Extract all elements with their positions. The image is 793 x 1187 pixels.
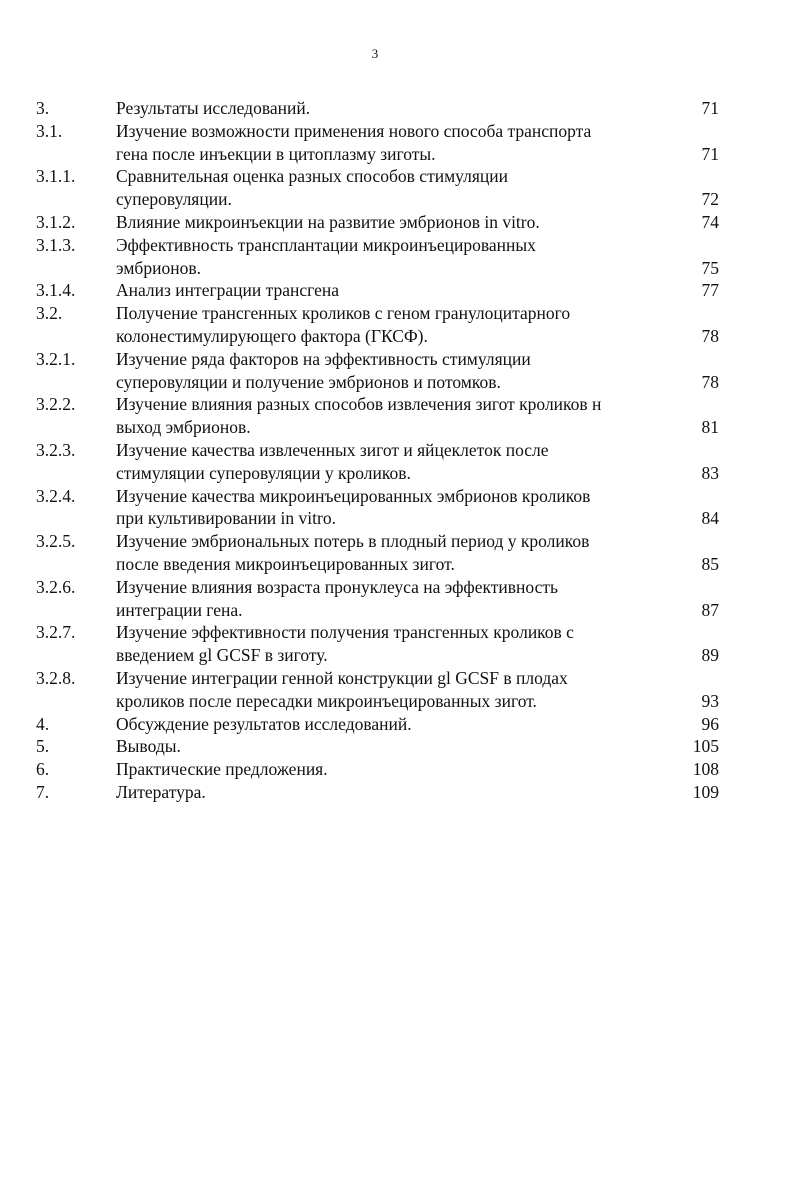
toc-entry-page: 93 bbox=[701, 690, 719, 711]
toc-entry-title bbox=[116, 393, 659, 439]
toc-entry-number: 3.2.2. bbox=[36, 394, 76, 415]
toc-entry-page: 96 bbox=[701, 713, 719, 734]
toc-entry-title bbox=[116, 667, 659, 713]
toc-entry-title bbox=[116, 302, 659, 348]
toc-entry-page: 81 bbox=[701, 417, 719, 438]
toc-entry-title bbox=[116, 621, 659, 667]
toc-entry-title-line: Изучение возможности применения нового способа транспорта bbox=[116, 120, 592, 141]
toc-entry-title-line: Получение трансгенных кроликов с геном гранулоцитарного bbox=[116, 303, 571, 324]
toc-entry-title bbox=[116, 234, 659, 280]
toc-entry-number: 7. bbox=[36, 781, 50, 802]
toc-entry-number: 3.2.5. bbox=[36, 531, 76, 552]
toc-entry-title-line: при культивировании in vitro. bbox=[116, 508, 336, 529]
toc-entry-title-line: Изучение интеграции генной конструкции gl GCSF в плодах bbox=[116, 667, 568, 688]
toc-entry-title-line: Изучение качества извлеченных зигот и яйцеклеток после bbox=[116, 439, 549, 460]
toc-entry-title-line: гена после инъекции в цитоплазму зиготы. bbox=[116, 143, 436, 164]
toc-entry bbox=[36, 211, 719, 234]
toc-entry-page: 71 bbox=[701, 143, 719, 164]
toc-entry bbox=[36, 97, 719, 120]
toc-entry-number: 3.1.2. bbox=[36, 211, 76, 232]
toc-entry-title bbox=[116, 758, 659, 781]
toc-entry-number: 3.2.8. bbox=[36, 667, 76, 688]
toc-entry-title bbox=[116, 576, 659, 622]
toc-entry-page: 105 bbox=[692, 736, 719, 757]
toc-entry-title bbox=[116, 165, 659, 211]
toc-entry-title bbox=[116, 781, 659, 804]
toc-entry-title-line: Анализ интеграции трансгена bbox=[116, 280, 339, 301]
toc-entry bbox=[36, 621, 719, 667]
toc-entry-title-line: Сравнительная оценка разных способов стимуляции bbox=[116, 166, 509, 187]
toc-entry-page: 74 bbox=[701, 211, 719, 232]
toc-entry-number: 5. bbox=[36, 736, 50, 757]
table-of-contents bbox=[36, 97, 719, 804]
toc-entry bbox=[36, 439, 719, 485]
toc-entry-title-line: Изучение эмбриональных потерь в плодный период у кроликов bbox=[116, 531, 590, 552]
toc-entry-title-line: Практические предложения. bbox=[116, 759, 328, 780]
toc-entry-number: 3.2.4. bbox=[36, 485, 76, 506]
toc-entry-title-line: Результаты исследований. bbox=[116, 98, 311, 118]
toc-entry bbox=[36, 120, 719, 166]
toc-entry bbox=[36, 713, 719, 736]
toc-entry-page: 72 bbox=[701, 189, 719, 210]
toc-entry-page: 77 bbox=[701, 280, 719, 301]
toc-entry-number: 3.2. bbox=[36, 303, 63, 324]
toc-entry bbox=[36, 302, 719, 348]
toc-entry-title bbox=[116, 530, 659, 576]
toc-entry-title bbox=[116, 485, 659, 531]
toc-entry-title bbox=[116, 735, 659, 758]
toc-entry bbox=[36, 781, 719, 804]
toc-entry-title-line: Литература. bbox=[116, 781, 206, 802]
toc-entry bbox=[36, 667, 719, 713]
toc-entry-page: 78 bbox=[701, 371, 719, 392]
toc-entry-page: 75 bbox=[701, 257, 719, 278]
toc-entry-title-line: кроликов после пересадки микроинъецированных зигот. bbox=[116, 690, 537, 711]
toc-entry bbox=[36, 735, 719, 758]
toc-entry-title-line: интеграции гена. bbox=[116, 599, 243, 620]
toc-entry-number: 3.1.1. bbox=[36, 166, 76, 187]
toc-entry-title-line: Выводы. bbox=[116, 736, 181, 757]
toc-entry-title bbox=[116, 211, 659, 234]
toc-entry-page: 89 bbox=[701, 645, 719, 666]
toc-entry-title bbox=[116, 439, 659, 485]
toc-entry bbox=[36, 348, 719, 394]
toc-entry-number: 3.2.3. bbox=[36, 439, 76, 460]
toc-entry-page: 71 bbox=[701, 98, 719, 118]
toc-entry-title bbox=[116, 120, 659, 166]
toc-entry bbox=[36, 393, 719, 439]
toc-entry-number: 3.1. bbox=[36, 120, 63, 141]
toc-entry-number: 3. bbox=[36, 98, 50, 118]
toc-entry-number: 3.2.6. bbox=[36, 576, 76, 597]
toc-entry-title-line: введением gl GCSF в зиготу. bbox=[116, 645, 328, 666]
toc-entry-title-line: эмбрионов. bbox=[116, 257, 201, 278]
toc-entry-page: 87 bbox=[701, 599, 719, 620]
toc-entry-number: 3.2.7. bbox=[36, 622, 76, 643]
toc-entry bbox=[36, 165, 719, 211]
toc-entry bbox=[36, 530, 719, 576]
toc-entry-title-line: Изучение эффективности получения трансгенных кроликов с bbox=[116, 622, 574, 643]
toc-entry-title bbox=[116, 713, 659, 736]
toc-entry-title bbox=[116, 279, 659, 302]
toc-entry-title-line: колонестимулирующего фактора (ГКСФ). bbox=[116, 325, 428, 346]
toc-entry bbox=[36, 576, 719, 622]
toc-entry-title-line: Влияние микроинъекции на развитие эмбрионов in vitro. bbox=[116, 211, 540, 232]
toc-entry-page: 85 bbox=[701, 553, 719, 574]
toc-entry-title-line: Изучение качества микроинъецированных эмбрионов кроликов bbox=[116, 485, 591, 506]
toc-entry-page: 84 bbox=[701, 508, 719, 529]
toc-entry-number: 3.2.1. bbox=[36, 348, 76, 369]
toc-entry-page: 108 bbox=[692, 759, 719, 780]
toc-entry-title-line: выход эмбрионов. bbox=[116, 417, 251, 438]
toc-entry-number: 3.1.4. bbox=[36, 280, 76, 301]
toc-entry-page: 83 bbox=[701, 462, 719, 483]
toc-entry-title-line: Изучение ряда факторов на эффективность стимуляции bbox=[116, 348, 531, 369]
toc-entry-number: 3.1.3. bbox=[36, 234, 76, 255]
page-number: 3 bbox=[371, 46, 379, 61]
toc-entry-title-line: стимуляции суперовуляции у кроликов. bbox=[116, 462, 411, 483]
toc-entry-page: 78 bbox=[701, 325, 719, 346]
toc-entry bbox=[36, 758, 719, 781]
toc-entry-number: 4. bbox=[36, 713, 50, 734]
toc-entry-title-line: Изучение влияния разных способов извлечения зигот кроликов н bbox=[116, 394, 602, 415]
toc-entry-title-line: суперовуляции. bbox=[116, 189, 232, 210]
toc-entry-title-line: Эффективность трансплантации микроинъецированных bbox=[116, 234, 536, 255]
toc-entry bbox=[36, 234, 719, 280]
toc-entry bbox=[36, 279, 719, 302]
toc-entry-title-line: Обсуждение результатов исследований. bbox=[116, 713, 412, 734]
toc-entry bbox=[36, 485, 719, 531]
toc-entry-title-line: после введения микроинъецированных зигот. bbox=[116, 553, 455, 574]
toc-entry-title bbox=[116, 348, 659, 394]
toc-entry-page: 109 bbox=[692, 781, 719, 802]
toc-entry-title-line: Изучение влияния возраста пронуклеуса на эффективность bbox=[116, 576, 558, 597]
toc-entry-number: 6. bbox=[36, 759, 50, 780]
toc-entry-title-line: суперовуляции и получение эмбрионов и потомков. bbox=[116, 371, 501, 392]
toc-entry-title bbox=[116, 97, 659, 120]
